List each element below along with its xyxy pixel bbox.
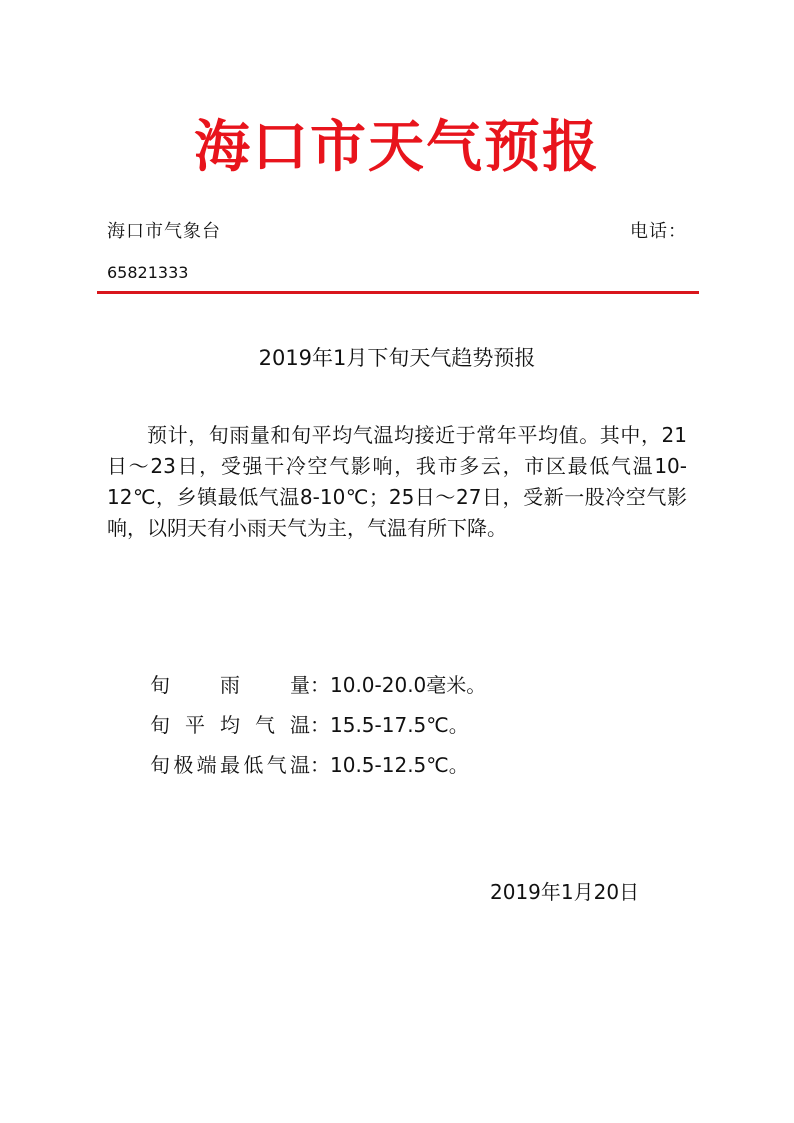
- stat-label-char: 温: [289, 753, 310, 777]
- stat-value: 10.5-12.5℃。: [330, 753, 469, 777]
- agency-name: 海口市气象台: [107, 221, 221, 242]
- stat-row-average-temperature: [150, 710, 486, 750]
- forecast-paragraph: 预计，旬雨量和旬平均气温均接近于常年平均值。其中，21日～23日，受强干冷空气影响，我市多云，市区最低气温10-12℃，乡镇最低气温8-10℃；25日～27日，受新一股冷空气影响，以阴天有小雨天气为主，气温有所下降。: [107, 423, 687, 540]
- stat-label-char: 旬: [150, 753, 170, 777]
- stat-label-char: 极: [173, 753, 194, 777]
- stat-value: 10.0-20.0毫米。: [330, 673, 487, 697]
- stat-label-char: 低: [243, 753, 264, 777]
- stat-row-minimum-temperature: [150, 750, 486, 790]
- stat-label: [150, 670, 310, 700]
- header-divider: [97, 291, 699, 294]
- stat-colon: ：: [310, 673, 330, 697]
- phone-label: 电话：: [630, 221, 687, 242]
- stat-row-rainfall: [150, 670, 486, 710]
- stat-label: [150, 750, 310, 780]
- document-title: 海口市天气预报: [194, 115, 600, 180]
- stat-label-char: 量: [290, 673, 310, 697]
- stat-label-char: 雨: [220, 673, 240, 697]
- stat-colon: ：: [310, 713, 330, 737]
- stat-label-char: 端: [196, 753, 217, 777]
- report-title: 2019年1月下旬天气趋势预报: [258, 346, 536, 370]
- issue-date: 2019年1月20日: [490, 880, 640, 904]
- stat-label-char: 气: [266, 753, 287, 777]
- stat-colon: ：: [310, 753, 330, 777]
- stat-value: 15.5-17.5℃。: [330, 713, 469, 737]
- stat-label-char: 均: [220, 713, 240, 737]
- stat-label-char: 旬: [150, 713, 170, 737]
- stat-label-char: 温: [290, 713, 310, 737]
- phone-number: 65821333: [107, 263, 189, 282]
- stat-label-char: 最: [219, 753, 240, 777]
- stats-list: [150, 670, 486, 790]
- stat-label-char: 气: [255, 713, 275, 737]
- stat-label-char: 旬: [150, 673, 170, 697]
- stat-label: [150, 710, 310, 740]
- stat-label-char: 平: [185, 713, 205, 737]
